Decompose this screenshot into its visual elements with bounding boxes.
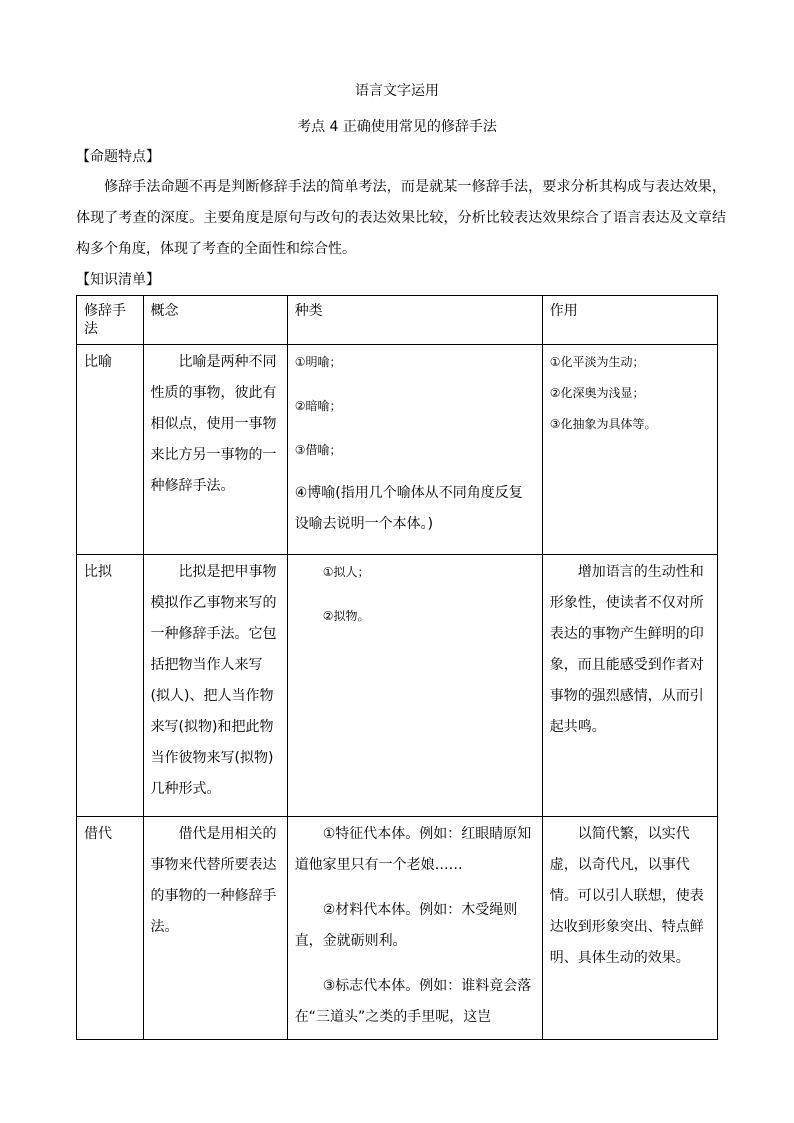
- effect-item: ③化抽象为具体等。: [549, 417, 657, 431]
- effect-item: ①化平淡为生动；: [549, 355, 645, 369]
- concept-cell: [143, 817, 287, 1040]
- concept-text: 借代是用相关的事物来代替所要表达的事物的一种修辞手法。: [150, 826, 277, 935]
- type-item: ③借喻；: [294, 443, 342, 457]
- header-cell-concept: 概念: [143, 296, 287, 345]
- device-name: 比拟: [77, 555, 144, 817]
- type-item: ③标志代本体。例如：谁料竟会落在“三道头”之类的手里呢，这岂: [294, 978, 532, 1025]
- page-subtitle: 考点 4 正确使用常见的修辞手法: [297, 119, 497, 135]
- rhetoric-table: [76, 295, 718, 1040]
- type-item: ②材料代本体。例如：木受绳则直，金就砺则利。: [294, 902, 518, 949]
- device-name: 比喻: [77, 345, 144, 555]
- type-item: ④博喻(指用几个喻体从不同角度反复设喻去说明一个本体。): [294, 485, 523, 532]
- table-row: [77, 345, 718, 555]
- concept-text: 比拟是把甲事物模拟作乙事物来写的一种修辞手法。它包括把物当作人来写(拟人)、把人当作物来写(拟物)和把此物当作彼物来写(拟物)几种形式。: [150, 564, 277, 797]
- device-name: 借代: [77, 817, 144, 1040]
- effects-cell: [542, 345, 717, 555]
- type-item: ①明喻；: [294, 355, 342, 369]
- page-title: 语言文字运用: [355, 83, 439, 99]
- table-row: [77, 555, 718, 817]
- features-paragraph: 修辞手法命题不再是判断修辞手法的简单考法，而是就某一修辞手法，要求分析其构成与表达效果，体现了考查的深度。主要角度是原句与改句的表达效果比较，分析比较表达效果综合了语言表达及文章结构多个角度，体现了考查的全面性和综合性。: [76, 179, 726, 257]
- effect-item: 以简代繁，以实代虚，以奇代凡，以事代情。可以引人联想，使表达收到形象突出、特点鲜明、具体生动的效果。: [549, 826, 704, 966]
- table-row: [77, 817, 718, 1040]
- concept-text: 比喻是两种不同性质的事物，彼此有相似点，使用一事物来比方另一事物的一种修辞手法。: [150, 354, 277, 494]
- concept-cell: [143, 555, 287, 817]
- header-cell-types: 种类: [287, 296, 542, 345]
- type-item: ①特征代本体。例如：红眼睛原知道他家里只有一个老娘……: [294, 826, 532, 873]
- types-cell: [287, 817, 542, 1040]
- effects-cell: [542, 817, 717, 1040]
- section-heading-features: 【命题特点】: [76, 149, 160, 165]
- effects-cell: [542, 555, 717, 817]
- concept-cell: [143, 345, 287, 555]
- section-heading-knowledge: 【知识清单】: [76, 272, 160, 288]
- types-cell: [287, 345, 542, 555]
- type-item: ②暗喻；: [294, 399, 342, 413]
- types-cell: [287, 555, 542, 817]
- effect-item: 增加语言的生动性和形象性，使读者不仅对所表达的事物产生鲜明的印象，而且能感受到作者对事物的强烈感情，从而引起共鸣。: [549, 564, 704, 735]
- header-cell-effect: 作用: [542, 296, 717, 345]
- header-cell-device: 修辞手法: [77, 296, 144, 345]
- type-item: ①拟人；: [322, 565, 370, 579]
- type-item: ②拟物。: [322, 609, 370, 623]
- effect-item: ②化深奥为浅显；: [549, 386, 645, 400]
- table-header-row: [77, 296, 718, 345]
